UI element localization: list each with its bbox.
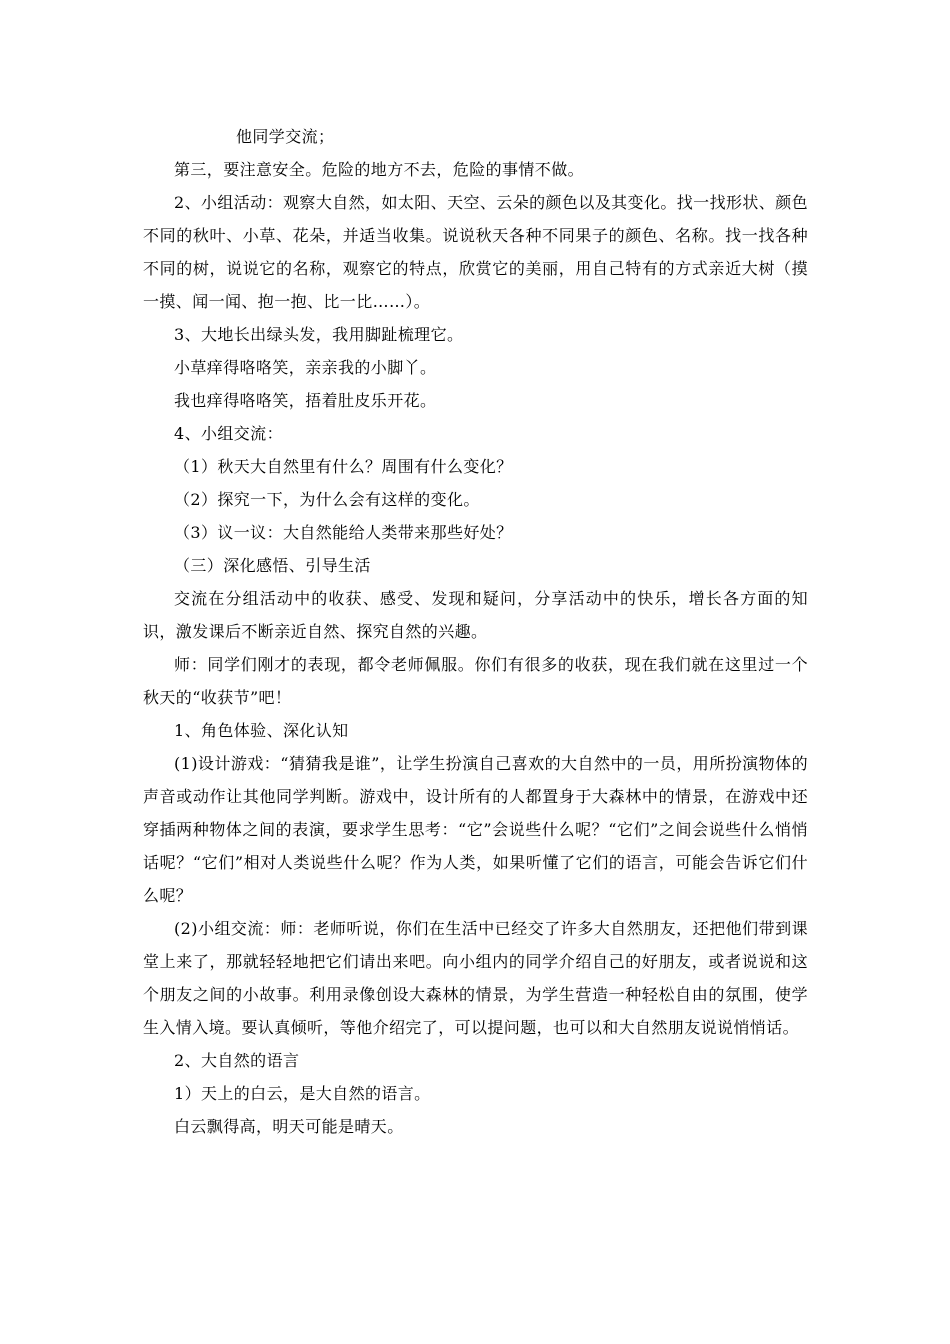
paragraph-share: 交流在分组活动中的收获、感受、发现和疑问，分享活动中的快乐，增长各方面的知识，激发课后不断亲近自然、探究自然的兴趣。 — [143, 589, 808, 641]
subheading-nature-language: 2、大自然的语言 — [174, 1051, 300, 1070]
paragraph-poem-line-2: 小草痒得咯咯笑，亲亲我的小脚丫。 — [174, 358, 437, 377]
paragraph-safety: 第三，要注意安全。危险的地方不去，危险的事情不做。 — [174, 160, 585, 179]
subheading-role-play: 1、角色体验、深化认知 — [174, 721, 349, 740]
paragraph-group-sharing: (2)小组交流：师：老师听说，你们在生活中已经交了许多大自然朋友，还把他们带到课堂上来了，那就轻轻地把它们请出来吧。向小组内的同学介绍自己的好朋友，或者说说和这个朋友之间的小故事。利用录像创设大森林的情景，为学生营造一种轻松自由的氛围，使学生入情入境。要认真倾听，等他介绍完了，可以提问题，也可以和大自然朋友说说悄悄话。 — [143, 919, 808, 1037]
paragraph-game-design: (1)设计游戏：“猜猜我是谁”，让学生扮演自己喜欢的大自然中的一员，用所扮演物体的声音或动作让其他同学判断。游戏中，设计所有的人都置身于大森林中的情景，在游戏中还穿插两种物体之间的表演，要求学生思考：“它”会说些什么呢？“它们”之间会说些什么悄悄话呢？“它们”相对人类说些什么呢？作为人类，如果听懂了它们的语言，可能会告诉它们什么呢？ — [143, 754, 808, 905]
paragraph-continuation: 他同学交流； — [236, 127, 335, 146]
section-heading-3: （三）深化感悟、引导生活 — [174, 556, 371, 575]
paragraph-group-exchange: 4、小组交流： — [174, 424, 283, 443]
paragraph-group-activity: 2、小组活动：观察大自然，如太阳、天空、云朵的颜色以及其变化。找一找形状、颜色不同的秋叶、小草、花朵，并适当收集。说说秋天各种不同果子的颜色、名称。找一找各种不同的树，说说它的名称，观察它的特点，欣赏它的美丽，用自己特有的方式亲近大树（摸一摸、闻一闻、抱一抱、比一比……）。 — [143, 193, 808, 311]
paragraph-poem-line-3: 我也痒得咯咯笑，捂着肚皮乐开花。 — [174, 391, 437, 410]
paragraph-question-3: （3）议一议：大自然能给人类带来那些好处？ — [174, 523, 513, 542]
document-body — [143, 120, 808, 1143]
paragraph-clouds: 1）天上的白云，是大自然的语言。 — [174, 1084, 431, 1103]
paragraph-question-1: （1）秋天大自然里有什么？周围有什么变化？ — [174, 457, 513, 476]
paragraph-poem-line-1: 3、大地长出绿头发，我用脚趾梳理它。 — [174, 325, 464, 344]
paragraph-teacher-praise: 师：同学们刚才的表现，都令老师佩服。你们有很多的收获，现在我们就在这里过一个秋天的“收获节”吧！ — [143, 655, 808, 707]
paragraph-sunny: 白云飘得高，明天可能是晴天。 — [174, 1117, 404, 1136]
paragraph-question-2: （2）探究一下，为什么会有这样的变化。 — [174, 490, 480, 509]
